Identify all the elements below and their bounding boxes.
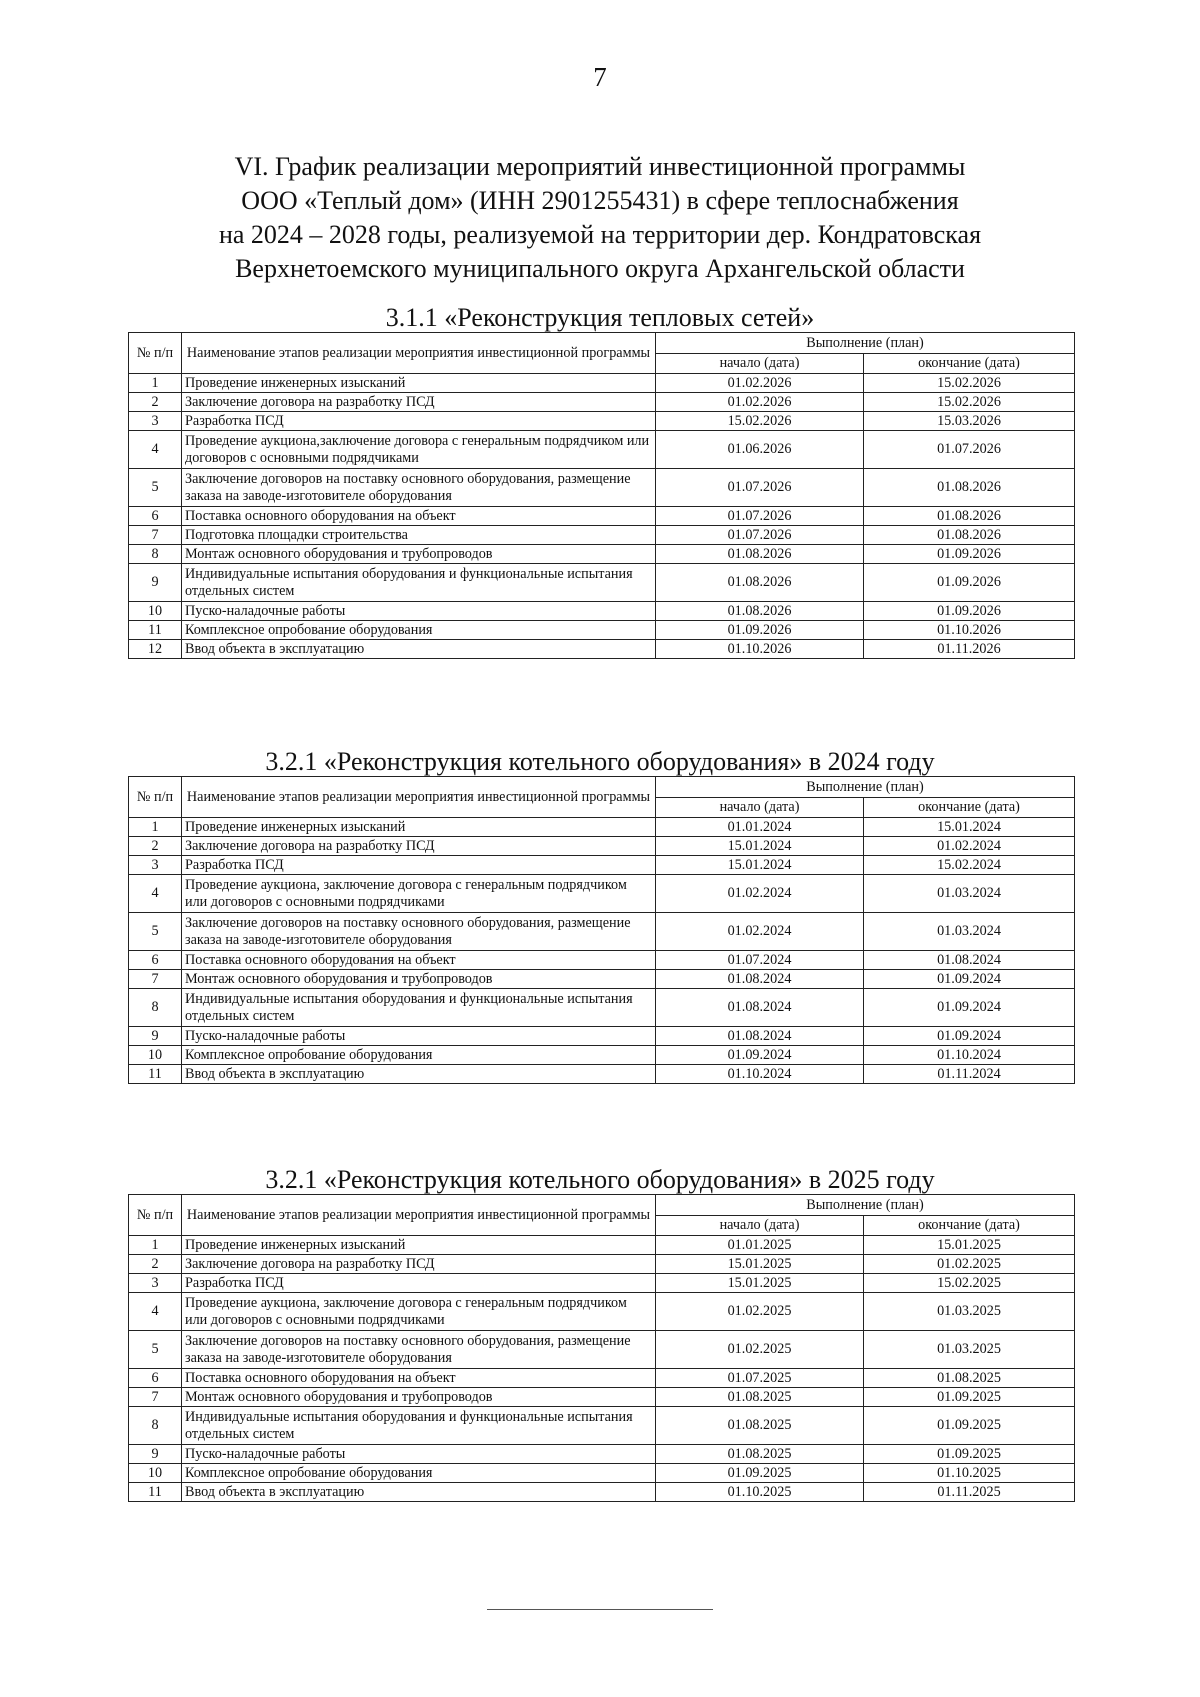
start-date: 01.02.2026 [656, 374, 864, 393]
table-row [129, 856, 1075, 875]
header-stage-name: Наименование этапов реализации мероприятия инвестиционной программы [182, 777, 656, 818]
stage-name: Заключение договоров на поставку основного оборудования, размещение заказа на заводе-изготовителе оборудования [182, 469, 656, 507]
end-date: 01.03.2024 [864, 913, 1075, 951]
start-date: 01.07.2025 [656, 1369, 864, 1388]
table-row [129, 431, 1075, 469]
start-date: 01.09.2024 [656, 1046, 864, 1065]
stage-name: Пуско-наладочные работы [182, 602, 656, 621]
table-row [129, 1065, 1075, 1084]
stage-name: Комплексное опробование оборудования [182, 1464, 656, 1483]
row-number: 3 [129, 412, 182, 431]
end-date: 01.11.2024 [864, 1065, 1075, 1084]
row-number: 1 [129, 374, 182, 393]
row-number: 11 [129, 1483, 182, 1502]
start-date: 01.10.2024 [656, 1065, 864, 1084]
end-date: 15.02.2026 [864, 393, 1075, 412]
table-row [129, 545, 1075, 564]
stage-name: Индивидуальные испытания оборудования и функциональные испытания отдельных систем [182, 1407, 656, 1445]
row-number: 8 [129, 989, 182, 1027]
header-plan: Выполнение (план) [656, 333, 1075, 354]
end-date: 01.08.2026 [864, 526, 1075, 545]
title-line-1: VI. График реализации мероприятий инвестиционной программы [234, 152, 966, 181]
row-number: 11 [129, 1065, 182, 1084]
end-date: 01.11.2026 [864, 640, 1075, 659]
table-body [129, 374, 1075, 659]
header-plan: Выполнение (план) [656, 777, 1075, 798]
start-date: 01.06.2026 [656, 431, 864, 469]
header-num: № п/п [129, 777, 182, 818]
header-stage-name: Наименование этапов реализации мероприятия инвестиционной программы [182, 333, 656, 374]
stage-name: Поставка основного оборудования на объект [182, 951, 656, 970]
stage-name: Проведение аукциона,заключение договора с генеральным подрядчиком или договоров с основными подрядчиками [182, 431, 656, 469]
table-row [129, 1255, 1075, 1274]
start-date: 01.02.2024 [656, 875, 864, 913]
stage-name: Индивидуальные испытания оборудования и функциональные испытания отдельных систем [182, 989, 656, 1027]
table-row [129, 1369, 1075, 1388]
header-end: окончание (дата) [864, 354, 1075, 374]
row-number: 5 [129, 913, 182, 951]
table-row [129, 621, 1075, 640]
end-date: 01.09.2024 [864, 989, 1075, 1027]
table-row [129, 1331, 1075, 1369]
end-date: 01.10.2025 [864, 1464, 1075, 1483]
end-date: 01.09.2025 [864, 1388, 1075, 1407]
row-number: 4 [129, 431, 182, 469]
table-row [129, 1445, 1075, 1464]
start-date: 01.08.2026 [656, 545, 864, 564]
section-title-boiler-2024: 3.2.1 «Реконструкция котельного оборудования» в 2024 году [265, 747, 935, 776]
row-number: 6 [129, 1369, 182, 1388]
end-date: 01.10.2024 [864, 1046, 1075, 1065]
stage-name: Проведение аукциона, заключение договора с генеральным подрядчиком или договоров с основными подрядчиками [182, 875, 656, 913]
row-number: 2 [129, 837, 182, 856]
schedule-table-heat-networks [128, 332, 1075, 659]
table-row [129, 951, 1075, 970]
table-row [129, 1464, 1075, 1483]
start-date: 01.08.2026 [656, 602, 864, 621]
row-number: 2 [129, 393, 182, 412]
end-date: 01.03.2025 [864, 1293, 1075, 1331]
header-end: окончание (дата) [864, 1216, 1075, 1236]
section-title-boiler-2025: 3.2.1 «Реконструкция котельного оборудования» в 2025 году [265, 1165, 935, 1194]
schedule-table-boiler-2024 [128, 776, 1075, 1084]
start-date: 01.02.2024 [656, 913, 864, 951]
end-date: 01.02.2024 [864, 837, 1075, 856]
table-body [129, 1236, 1075, 1502]
footer-divider [487, 1609, 713, 1610]
row-number: 1 [129, 818, 182, 837]
end-date: 15.03.2026 [864, 412, 1075, 431]
stage-name: Проведение инженерных изысканий [182, 1236, 656, 1255]
start-date: 01.08.2024 [656, 1027, 864, 1046]
table-row [129, 393, 1075, 412]
table-row [129, 837, 1075, 856]
schedule-table-boiler-2025 [128, 1194, 1075, 1502]
row-number: 9 [129, 564, 182, 602]
end-date: 01.11.2025 [864, 1483, 1075, 1502]
table-row [129, 1293, 1075, 1331]
header-plan: Выполнение (план) [656, 1195, 1075, 1216]
stage-name: Заключение договоров на поставку основного оборудования, размещение заказа на заводе-изготовителе оборудования [182, 1331, 656, 1369]
start-date: 01.08.2024 [656, 970, 864, 989]
end-date: 01.08.2026 [864, 469, 1075, 507]
end-date: 01.10.2026 [864, 621, 1075, 640]
row-number: 7 [129, 970, 182, 989]
page-number: 7 [593, 62, 607, 92]
end-date: 01.09.2026 [864, 564, 1075, 602]
start-date: 01.07.2026 [656, 469, 864, 507]
title-line-4: Верхнетоемского муниципального округа Архангельской области [235, 254, 965, 283]
start-date: 01.08.2024 [656, 989, 864, 1027]
section-title-heat-networks: 3.1.1 «Реконструкция тепловых сетей» [385, 303, 815, 332]
header-end: окончание (дата) [864, 798, 1075, 818]
stage-name: Разработка ПСД [182, 856, 656, 875]
stage-name: Монтаж основного оборудования и трубопроводов [182, 970, 656, 989]
stage-name: Монтаж основного оборудования и трубопроводов [182, 545, 656, 564]
title-line-2: ООО «Теплый дом» (ИНН 2901255431) в сфере теплоснабжения [241, 186, 959, 215]
start-date: 01.08.2026 [656, 564, 864, 602]
row-number: 6 [129, 507, 182, 526]
row-number: 7 [129, 526, 182, 545]
start-date: 01.10.2026 [656, 640, 864, 659]
header-stage-name: Наименование этапов реализации мероприятия инвестиционной программы [182, 1195, 656, 1236]
header-num: № п/п [129, 1195, 182, 1236]
header-start: начало (дата) [656, 1216, 864, 1236]
row-number: 6 [129, 951, 182, 970]
start-date: 01.08.2025 [656, 1407, 864, 1445]
row-number: 8 [129, 1407, 182, 1445]
table-row [129, 1407, 1075, 1445]
table-row [129, 1236, 1075, 1255]
end-date: 01.09.2026 [864, 602, 1075, 621]
stage-name: Разработка ПСД [182, 1274, 656, 1293]
row-number: 7 [129, 1388, 182, 1407]
row-number: 10 [129, 1464, 182, 1483]
start-date: 01.01.2024 [656, 818, 864, 837]
title-line-3: на 2024 – 2028 годы, реализуемой на территории дер. Кондратовская [218, 220, 982, 249]
table-row [129, 1274, 1075, 1293]
end-date: 01.09.2025 [864, 1445, 1075, 1464]
stage-name: Проведение инженерных изысканий [182, 818, 656, 837]
row-number: 2 [129, 1255, 182, 1274]
table-row [129, 640, 1075, 659]
stage-name: Поставка основного оборудования на объект [182, 1369, 656, 1388]
table-row [129, 1046, 1075, 1065]
header-start: начало (дата) [656, 354, 864, 374]
stage-name: Пуско-наладочные работы [182, 1027, 656, 1046]
start-date: 01.07.2026 [656, 507, 864, 526]
end-date: 15.02.2026 [864, 374, 1075, 393]
table-row [129, 875, 1075, 913]
end-date: 01.03.2025 [864, 1331, 1075, 1369]
row-number: 3 [129, 856, 182, 875]
end-date: 15.01.2025 [864, 1236, 1075, 1255]
stage-name: Разработка ПСД [182, 412, 656, 431]
start-date: 01.07.2024 [656, 951, 864, 970]
header-num: № п/п [129, 333, 182, 374]
start-date: 01.02.2025 [656, 1331, 864, 1369]
end-date: 15.01.2024 [864, 818, 1075, 837]
row-number: 9 [129, 1027, 182, 1046]
end-date: 01.08.2026 [864, 507, 1075, 526]
end-date: 01.03.2024 [864, 875, 1075, 913]
row-number: 4 [129, 1293, 182, 1331]
start-date: 01.08.2025 [656, 1388, 864, 1407]
stage-name: Пуско-наладочные работы [182, 1445, 656, 1464]
table-row [129, 1388, 1075, 1407]
row-number: 11 [129, 621, 182, 640]
stage-name: Проведение аукциона, заключение договора с генеральным подрядчиком или договоров с основными подрядчиками [182, 1293, 656, 1331]
start-date: 01.08.2025 [656, 1445, 864, 1464]
stage-name: Ввод объекта в эксплуатацию [182, 1483, 656, 1502]
header-start: начало (дата) [656, 798, 864, 818]
start-date: 01.01.2025 [656, 1236, 864, 1255]
stage-name: Заключение договора на разработку ПСД [182, 837, 656, 856]
end-date: 01.09.2024 [864, 970, 1075, 989]
start-date: 01.09.2025 [656, 1464, 864, 1483]
start-date: 15.01.2025 [656, 1255, 864, 1274]
start-date: 01.09.2026 [656, 621, 864, 640]
stage-name: Ввод объекта в эксплуатацию [182, 640, 656, 659]
row-number: 8 [129, 545, 182, 564]
row-number: 5 [129, 469, 182, 507]
end-date: 01.02.2025 [864, 1255, 1075, 1274]
end-date: 01.08.2025 [864, 1369, 1075, 1388]
stage-name: Индивидуальные испытания оборудования и функциональные испытания отдельных систем [182, 564, 656, 602]
row-number: 9 [129, 1445, 182, 1464]
table-row [129, 818, 1075, 837]
row-number: 12 [129, 640, 182, 659]
table-row [129, 1027, 1075, 1046]
end-date: 01.07.2026 [864, 431, 1075, 469]
stage-name: Заключение договора на разработку ПСД [182, 1255, 656, 1274]
start-date: 01.02.2026 [656, 393, 864, 412]
table-row [129, 1483, 1075, 1502]
start-date: 15.01.2025 [656, 1274, 864, 1293]
table-row [129, 412, 1075, 431]
end-date: 01.09.2025 [864, 1407, 1075, 1445]
stage-name: Заключение договора на разработку ПСД [182, 393, 656, 412]
row-number: 10 [129, 602, 182, 621]
document-title [0, 150, 1200, 286]
stage-name: Подготовка площадки строительства [182, 526, 656, 545]
start-date: 15.02.2026 [656, 412, 864, 431]
stage-name: Ввод объекта в эксплуатацию [182, 1065, 656, 1084]
start-date: 01.07.2026 [656, 526, 864, 545]
start-date: 15.01.2024 [656, 837, 864, 856]
stage-name: Проведение инженерных изысканий [182, 374, 656, 393]
row-number: 1 [129, 1236, 182, 1255]
end-date: 15.02.2024 [864, 856, 1075, 875]
table-row [129, 602, 1075, 621]
end-date: 15.02.2025 [864, 1274, 1075, 1293]
table-row [129, 469, 1075, 507]
table-row [129, 913, 1075, 951]
end-date: 01.08.2024 [864, 951, 1075, 970]
table-row [129, 564, 1075, 602]
row-number: 10 [129, 1046, 182, 1065]
table-row [129, 507, 1075, 526]
table-row [129, 989, 1075, 1027]
end-date: 01.09.2026 [864, 545, 1075, 564]
row-number: 3 [129, 1274, 182, 1293]
table-row [129, 374, 1075, 393]
row-number: 5 [129, 1331, 182, 1369]
table-row [129, 526, 1075, 545]
start-date: 01.10.2025 [656, 1483, 864, 1502]
start-date: 01.02.2025 [656, 1293, 864, 1331]
row-number: 4 [129, 875, 182, 913]
stage-name: Комплексное опробование оборудования [182, 621, 656, 640]
stage-name: Комплексное опробование оборудования [182, 1046, 656, 1065]
stage-name: Монтаж основного оборудования и трубопроводов [182, 1388, 656, 1407]
start-date: 15.01.2024 [656, 856, 864, 875]
table-body [129, 818, 1075, 1084]
stage-name: Поставка основного оборудования на объект [182, 507, 656, 526]
stage-name: Заключение договоров на поставку основного оборудования, размещение заказа на заводе-изготовителе оборудования [182, 913, 656, 951]
table-row [129, 970, 1075, 989]
end-date: 01.09.2024 [864, 1027, 1075, 1046]
